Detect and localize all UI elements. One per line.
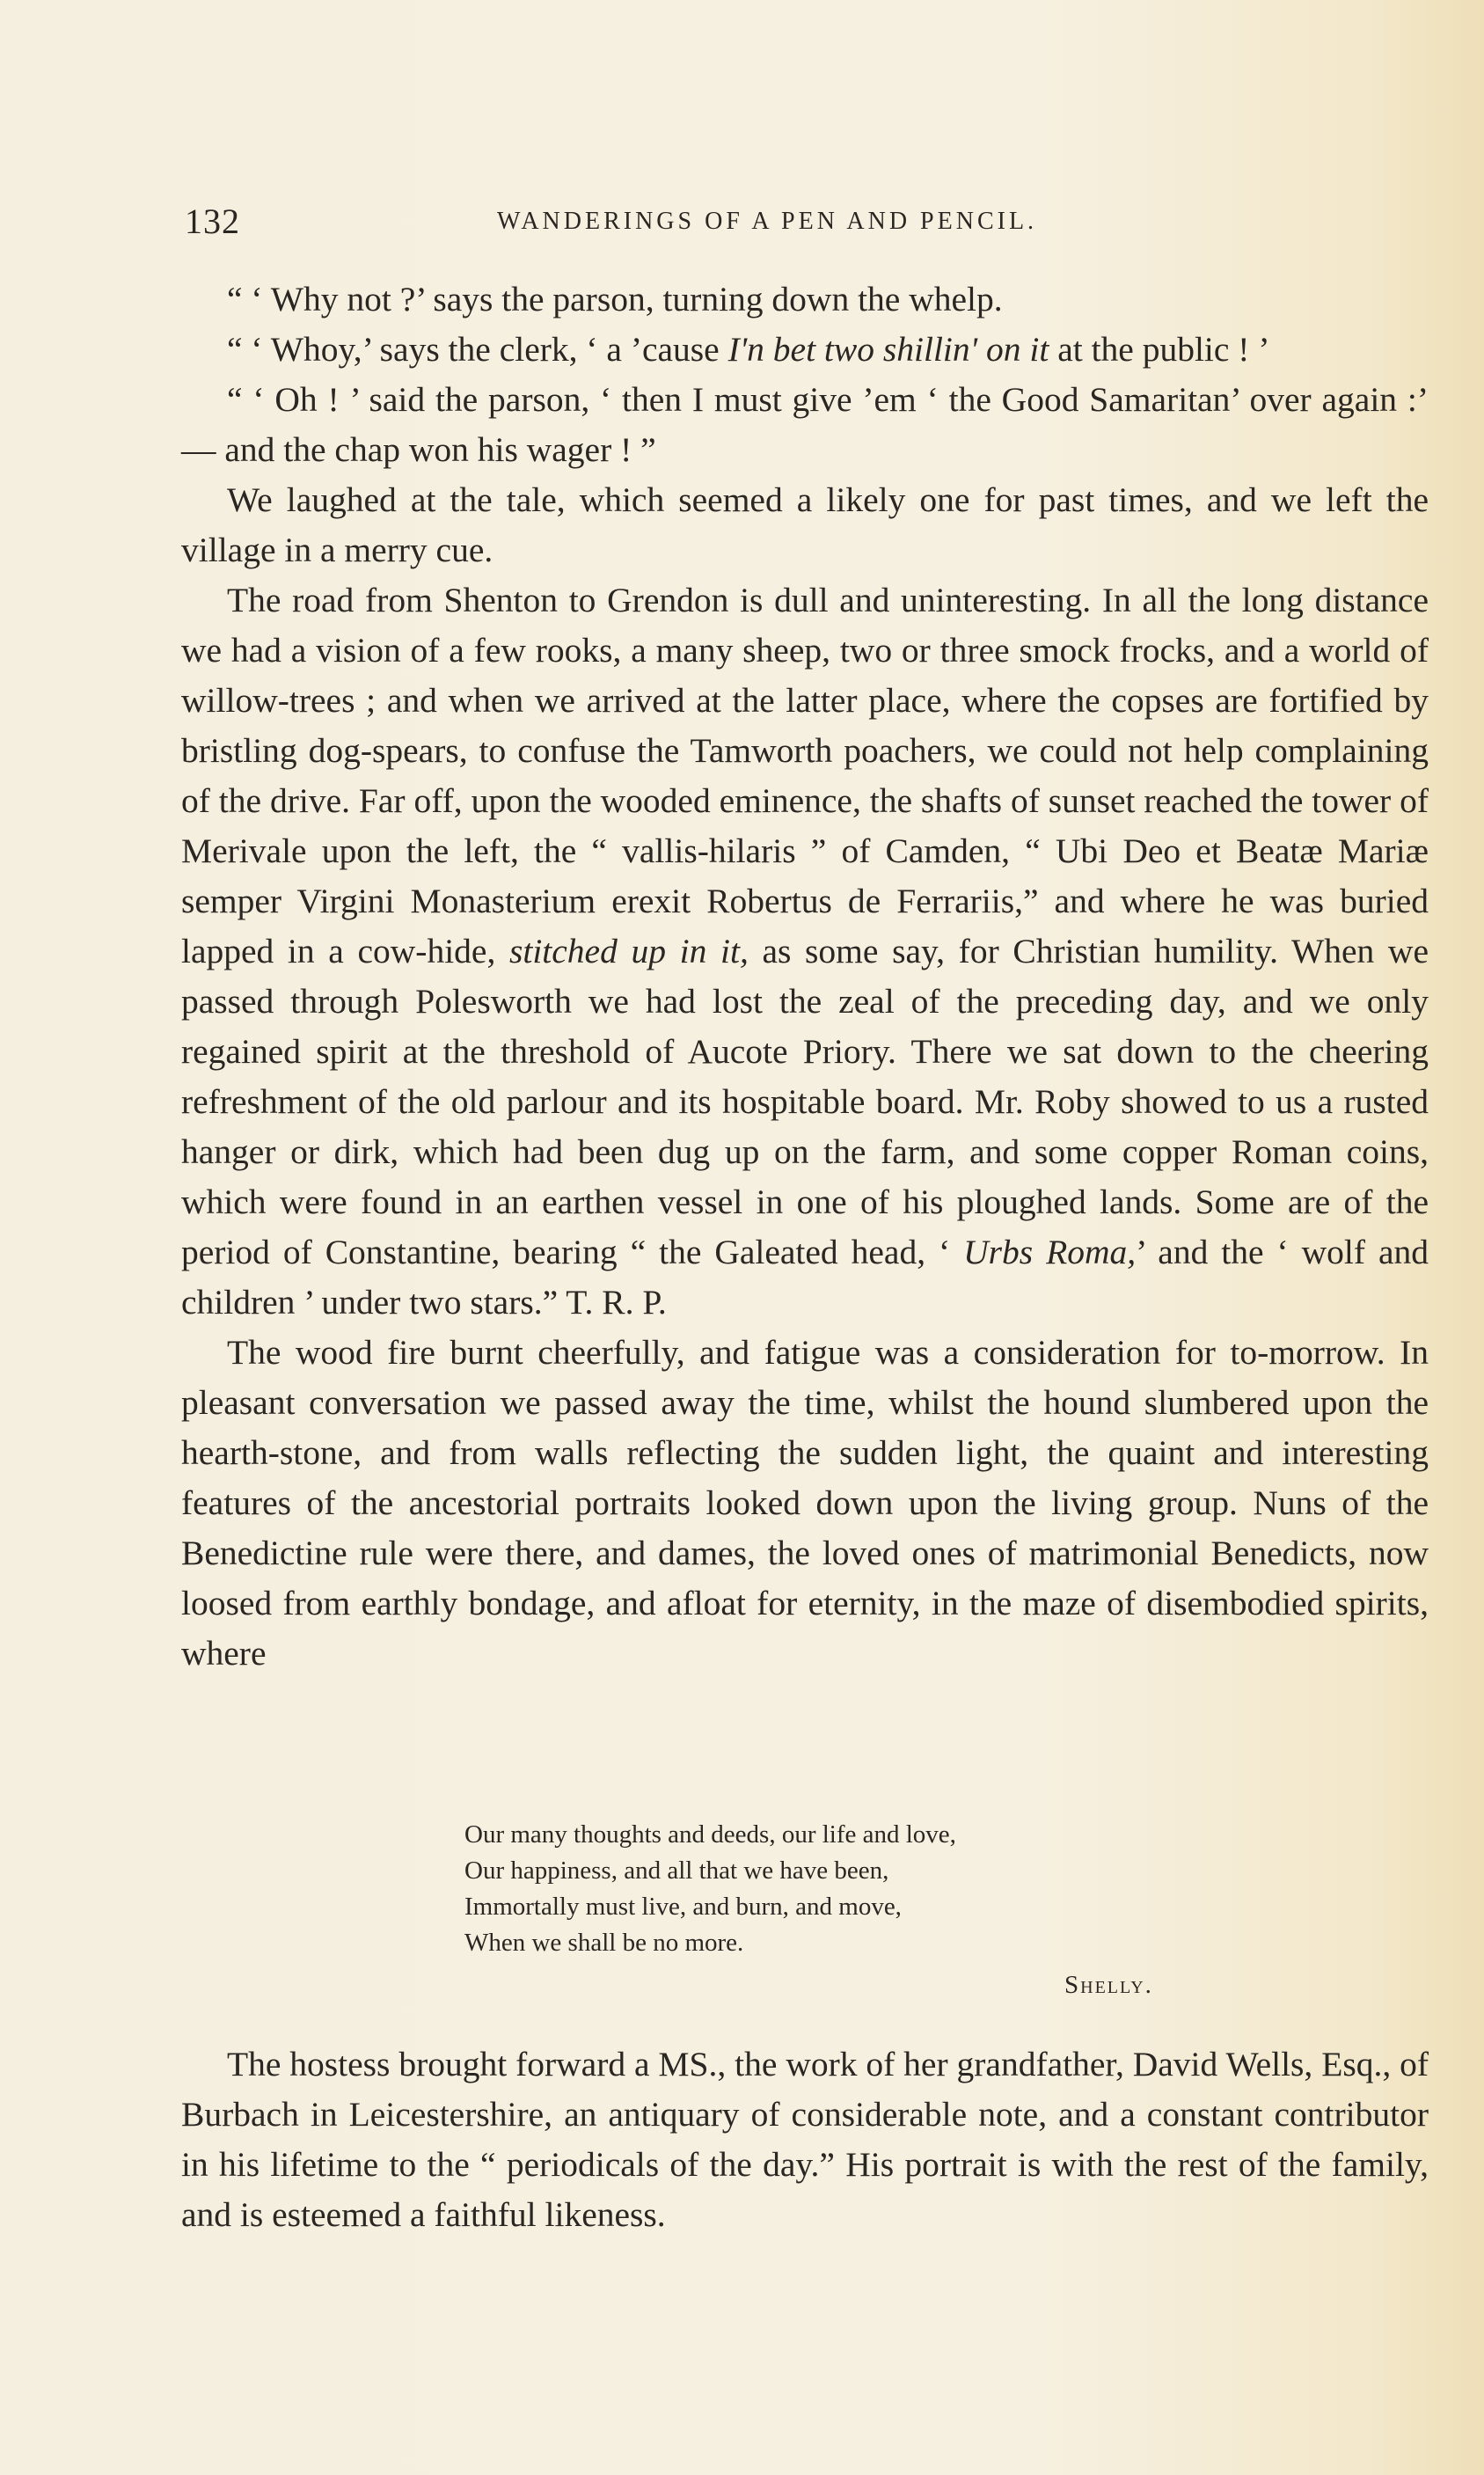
- poem-line: Our happiness, and all that we have been,: [464, 1856, 889, 1885]
- poem-line: When we shall be no more.: [464, 1929, 744, 1957]
- text-run: “ ‘ Whoy,’ says the clerk, ‘ a ’cause: [227, 330, 728, 369]
- page-number: 132: [185, 201, 240, 241]
- paragraph: We laughed at the tale, which seemed a likely one for past times, and we left the village in a merry cue.: [181, 480, 1429, 569]
- italic-phrase: stitched up in it,: [508, 932, 749, 970]
- paragraph: The wood fire burnt cheerfully, and fatigue was a consideration for to-morrow. In pleasant conversation we passed away the time, whilst the hound slumbered upon the hearth-stone, and from walls reflecting the sudden light, the quaint and interesting features of the ancestorial portraits looked down upon the living group. Nuns of the Benedictine rule were there, and dames, the loved ones of matrimonial Benedicts, now loosed from earthly bondage, and afloat for eternity, in the maze of disembodied spirits, where: [181, 1333, 1429, 1673]
- paragraph: “ ‘ Oh ! ’ said the parson, ‘ then I must give ’em ‘ the Good Samaritan’ over again :’ — and the chap won his wager ! ”: [181, 380, 1429, 469]
- text-run: The road from Shenton to Grendon is dull and uninteresting. In all the long distance we had a vision of a few rooks, a many sheep, two or three smock frocks, and a world of willow-trees ; and when we arrived at the latter place, where the copses are fortified by bristling dog-spears, to confuse the Tamworth poachers, we could not help complaining of the drive. Far off, upon the wooded eminence, the shafts of sunset reached the tower of Merivale upon the left, the “ vallis-hilaris ” of Camden, “ Ubi Deo et Beatæ Mariæ semper Virgini Monasterium erexit Robertus de Ferrariis,” and where he was buried lapped in a cow-hide,: [181, 581, 1429, 970]
- running-head: WANDERINGS OF A PEN AND PENCIL.: [497, 208, 1038, 235]
- text-run: as some say, for Christian humility. When we passed through Polesworth we had lost the zeal of the preceding day, and we only regained spirit at the threshold of Aucote Priory. There we sat down to the cheering refreshment of the old parlour and its hospitable board. Mr. Roby showed to us a rusted hanger or dirk, which had been dug up on the farm, and some copper Roman coins, which were found in an earthen vessel in one of his ploughed lands. Some are of the period of Constantine, bearing “ the Galeated head, ‘: [181, 932, 1429, 1271]
- poem-line: Our many thoughts and deeds, our life and love,: [464, 1820, 956, 1849]
- italic-phrase: Urbs Roma,: [963, 1233, 1137, 1271]
- paragraph: The hostess brought forward a MS., the work of her grandfather, David Wells, Esq., of Burbach in Leicestershire, an antiquary of considerable note, and a constant contributor in his lifetime to the “ periodicals of the day.” His portrait is with the rest of the family, and is esteemed a faithful likeness.: [181, 2045, 1429, 2234]
- body-text: [181, 275, 1429, 1679]
- italic-phrase: I'n bet two shillin' on it: [727, 330, 1049, 369]
- page-header: [185, 201, 1429, 253]
- paragraph: “ ‘ Why not ?’ says the parson, turning down the whelp.: [227, 280, 1003, 319]
- text-run: ’ and the ‘ wolf and children ’ under two stars.” T. R. P.: [181, 1233, 1429, 1322]
- paragraph: [181, 575, 1429, 1328]
- body-text-continued: [181, 2039, 1429, 2240]
- poem-quotation: [464, 1817, 1186, 1961]
- text-run: at the public ! ’: [1049, 330, 1270, 369]
- paragraph: [181, 325, 1429, 375]
- poem-line: Immortally must live, and burn, and move,: [464, 1893, 902, 1921]
- poem-attribution: Shelly.: [1064, 1971, 1153, 1999]
